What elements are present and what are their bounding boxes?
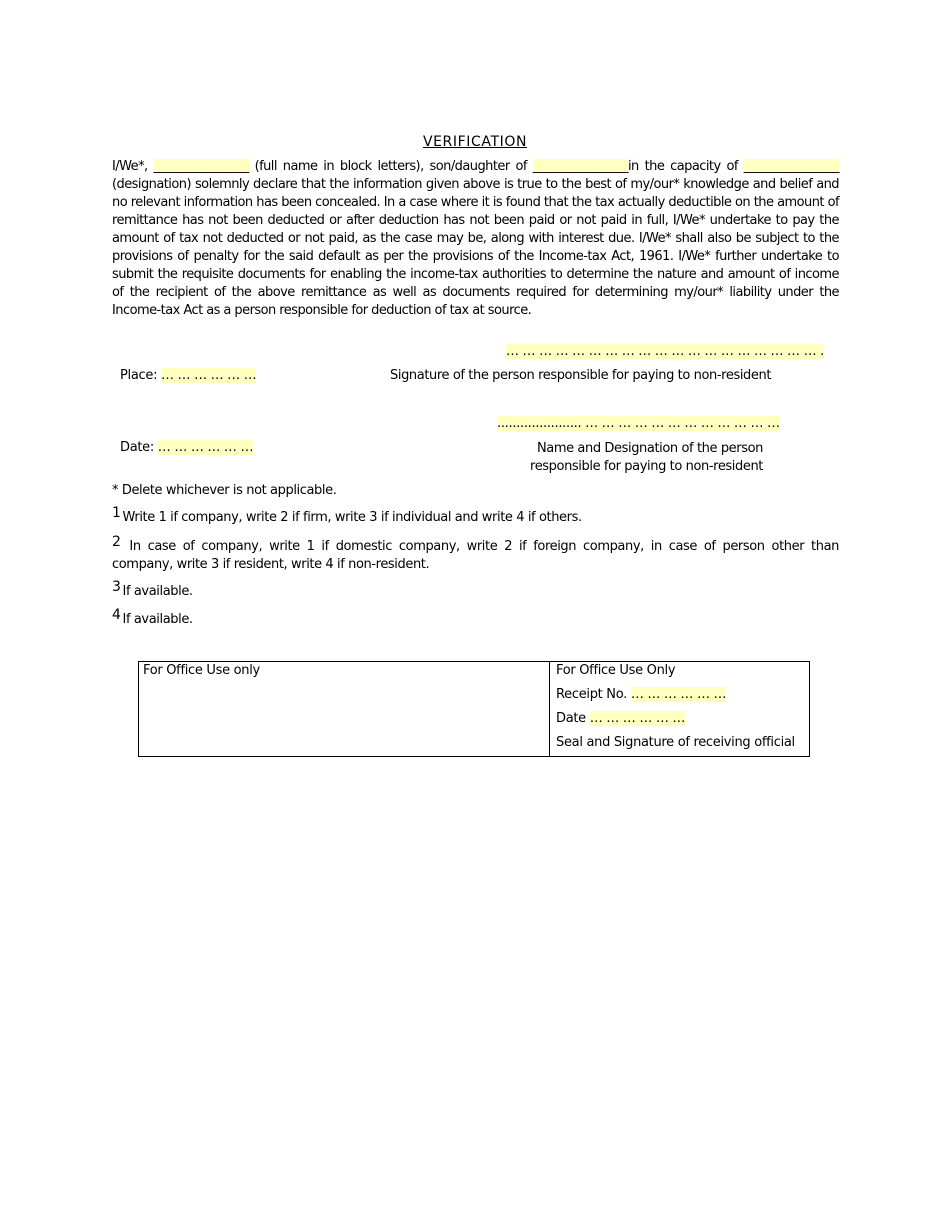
- signature-field[interactable]: … … … … … … … … … … … … … … … … … … … .: [506, 344, 824, 359]
- designation-field[interactable]: ________________: [743, 159, 839, 174]
- office-use-left-cell: [139, 662, 550, 756]
- date-row: [120, 440, 253, 455]
- title-text: VERIFICATION: [422, 134, 528, 150]
- office-use-left-label: For Office Use only: [143, 663, 260, 678]
- footnote-1: [112, 505, 582, 527]
- footnote-star: * Delete whichever is not applicable.: [112, 483, 337, 498]
- receipt-label: Receipt No.: [556, 687, 627, 702]
- footnote-3-marker: 3: [112, 579, 121, 595]
- office-use-right-cell: [550, 662, 809, 756]
- name-designation-label-line2: responsible for paying to non-resident: [530, 459, 763, 474]
- name-designation-field[interactable]: ...................... … … … … … … … … … … … …: [497, 416, 780, 431]
- name-designation-label-line1: Name and Designation of the person: [536, 441, 763, 456]
- footnote-1-text: Write 1 if company, write 2 if firm, write 3 if individual and write 4 if others.: [122, 510, 582, 525]
- footnote-3-text: If available.: [122, 584, 193, 599]
- footnote-3: [112, 579, 193, 601]
- parent-name-field[interactable]: ________________: [532, 159, 628, 174]
- office-date-row: [556, 711, 803, 735]
- place-label: Place:: [120, 368, 158, 383]
- date-field[interactable]: … … … … … …: [157, 440, 254, 455]
- receipt-row: [556, 687, 803, 711]
- place-row: [120, 368, 256, 383]
- footnote-4: [112, 607, 193, 629]
- declaration-text-4: (designation) solemnly declare that the information given above is true to the best of my/our* knowledge and belief and no relevant information has been concealed. In a case where it is found that the tax actually deductible on the amount of remittance has not been deducted or after deduction has not been paid or not paid in full, I/We* undertake to pay the amount of tax not deducted or not paid, as the case may be, along with interest due. I/We* shall also be subject to the provisions of penalty for the said default as per the provisions of the Income-tax Act, 1961. I/We* further undertake to submit the requisite documents for enabling the income-tax authorities to determine the nature and amount of income of the recipient of the above remittance as well as documents required for determining my/our* liability under the Income-tax Act as a person responsible for deduction of tax at source.: [112, 177, 839, 318]
- office-use-box: [138, 661, 810, 757]
- place-field[interactable]: … … … … … …: [161, 368, 257, 383]
- name-designation-label: [530, 440, 763, 476]
- full-name-field[interactable]: ________________: [153, 159, 249, 174]
- declaration-text-1: I/We*,: [112, 159, 148, 174]
- office-date-label: Date: [556, 711, 586, 726]
- office-use-right-title: For Office Use Only: [556, 663, 676, 678]
- declaration-text-2: (full name in block letters), son/daughter of: [254, 159, 527, 174]
- declaration-text-3: in the capacity of: [628, 159, 738, 174]
- footnote-1-marker: 1: [112, 505, 121, 521]
- footnote-2-text: In case of company, write 1 if domestic company, write 2 if foreign company, in case of person other than company, write 3 if resident, write 4 if non-resident.: [112, 539, 839, 572]
- footnote-2: [112, 534, 839, 574]
- declaration-paragraph: [112, 158, 839, 320]
- receipt-field[interactable]: … … … … … …: [630, 687, 727, 702]
- footnote-4-marker: 4: [112, 607, 121, 623]
- footnote-4-text: If available.: [122, 612, 193, 627]
- office-date-field[interactable]: … … … … … …: [589, 711, 686, 726]
- date-label: Date:: [120, 440, 154, 455]
- signature-label: Signature of the person responsible for paying to non-resident: [390, 368, 772, 383]
- footnote-2-marker: 2: [112, 534, 121, 550]
- seal-signature-label: Seal and Signature of receiving official: [556, 735, 795, 750]
- verification-title: [0, 134, 950, 150]
